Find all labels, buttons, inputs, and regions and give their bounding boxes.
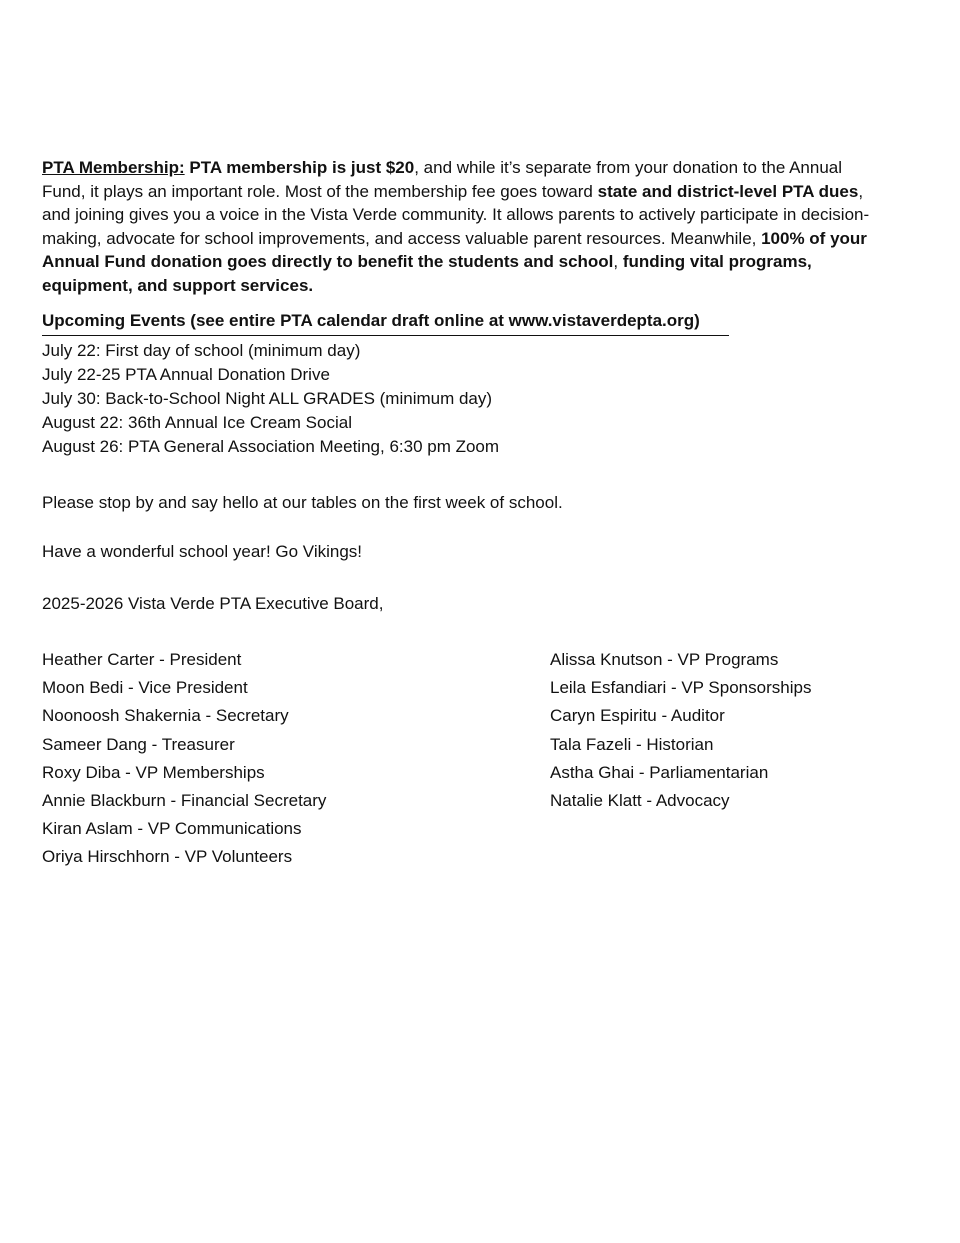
membership-price: PTA membership is just $20 (189, 158, 415, 177)
board-member: Sameer Dang - Treasurer (42, 734, 235, 754)
closing-wish: Have a wonderful school year! Go Vikings! (42, 542, 363, 561)
document-page (42, 156, 882, 872)
board-member: Astha Ghai - Parliamentarian (550, 762, 769, 782)
membership-label: PTA Membership: (42, 158, 185, 177)
board-member: Caryn Espiritu - Auditor (550, 706, 725, 726)
membership-text-1: , and while it’s separate from your donation to the Annual Fund, it plays an important role. Most of the membership fee goes toward (42, 158, 843, 201)
event-item: August 22: 36th Annual Ice Cream Social (42, 412, 352, 432)
board-member: Leila Esfandiari - VP Sponsorships (550, 678, 812, 698)
board-member: Natalie Klatt - Advocacy (550, 791, 730, 811)
membership-donation: 100% of your Annual Fund donation goes directly to benefit the students and school (42, 228, 867, 271)
board-member: Roxy Diba - VP Memberships (42, 762, 265, 782)
membership-paragraph (42, 156, 882, 297)
board-member: Noonoosh Shakernia - Secretary (42, 706, 289, 726)
membership-dues: state and district-level PTA dues (597, 181, 859, 201)
event-item: August 26: PTA General Association Meeting, 6:30 pm Zoom (42, 436, 500, 456)
board-title: 2025-2026 Vista Verde PTA Executive Board, (42, 593, 384, 613)
membership-text-3: , (613, 252, 623, 271)
board-member: Heather Carter - President (42, 650, 242, 669)
stop-by-text: Please stop by and say hello at our tables on the first week of school. (42, 492, 563, 512)
board-member: Alissa Knutson - VP Programs (550, 650, 779, 669)
board-list (42, 646, 882, 872)
event-item: July 30: Back-to-School Night ALL GRADES (minimum day) (42, 388, 493, 408)
events-list (42, 339, 882, 459)
board-column-left (42, 646, 550, 872)
membership-funding: funding vital programs, equipment, and support services. (42, 252, 812, 295)
board-member: Oriya Hirschhorn - VP Volunteers (42, 847, 293, 867)
board-member: Moon Bedi - Vice President (42, 678, 248, 698)
board-column-right (550, 646, 811, 872)
board-member: Kiran Aslam - VP Communications (42, 819, 302, 839)
board-member: Annie Blackburn - Financial Secretary (42, 791, 327, 811)
board-member: Tala Fazeli - Historian (550, 734, 714, 754)
event-item: July 22-25 PTA Annual Donation Drive (42, 364, 330, 384)
events-heading: Upcoming Events (see entire PTA calendar draft online at www.vistaverdepta.org) (42, 309, 729, 336)
event-item: July 22: First day of school (minimum day) (42, 340, 361, 360)
membership-text-2: , and joining gives you a voice in the Vista Verde community. It allows parents to actively participate in decision-making, advocate for school improvements, and access valuable parent resources. Meanwhile, (42, 181, 870, 248)
